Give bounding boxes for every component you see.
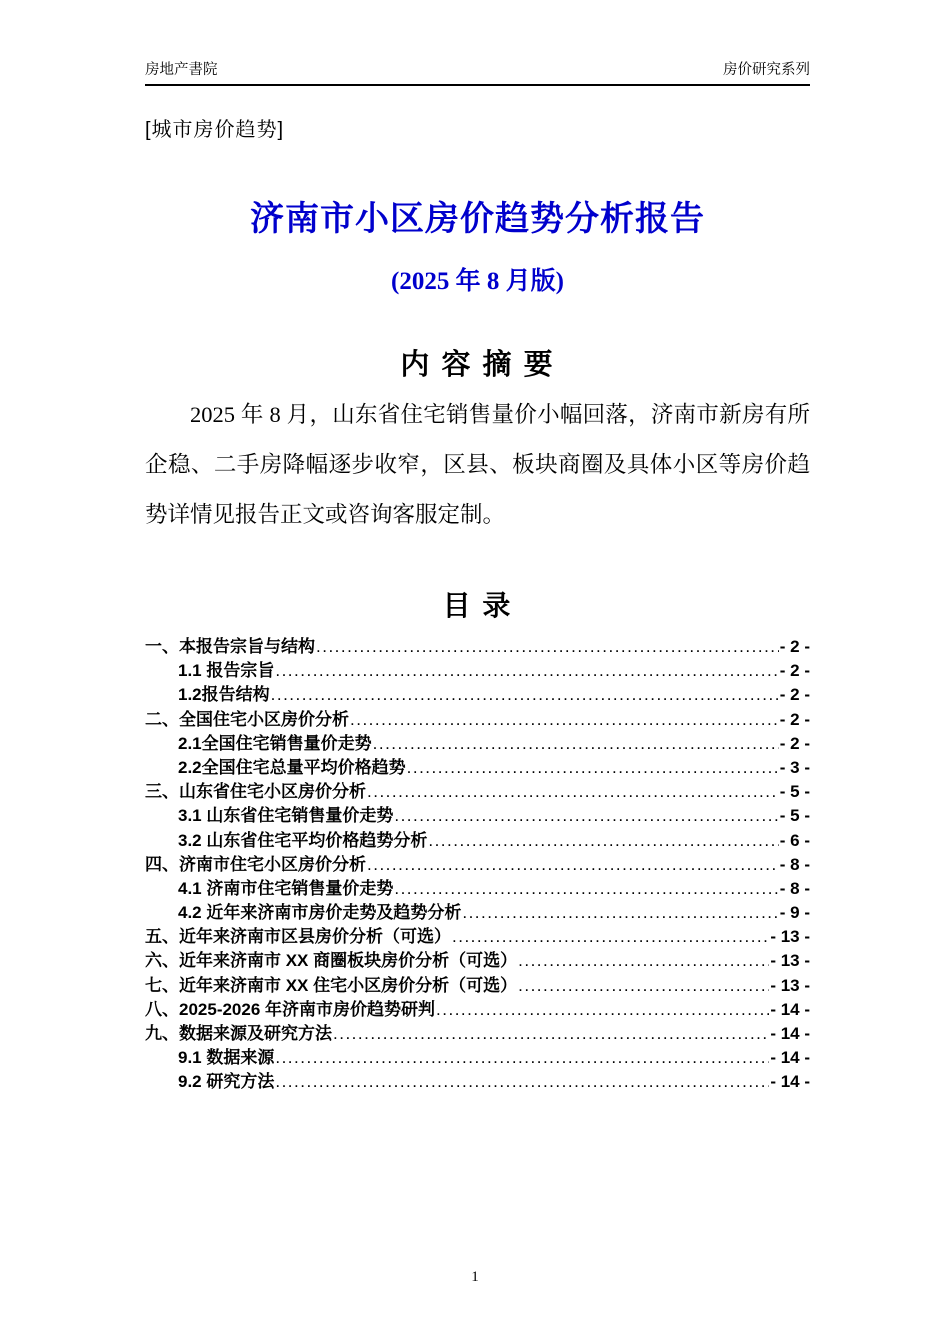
toc-entry-label: 二、全国住宅小区房价分析	[145, 709, 349, 729]
toc-dots-leader	[518, 974, 769, 998]
toc-dots-leader	[428, 829, 778, 853]
toc-page-number: - 8 -	[779, 878, 810, 898]
toc-dots-leader	[350, 708, 779, 732]
toc-dots-leader	[407, 756, 779, 780]
toc-dots-leader	[452, 925, 769, 949]
toc-heading: 目 录	[442, 590, 513, 621]
toc-dots-leader	[275, 659, 778, 683]
toc-dots-leader	[394, 877, 778, 901]
report-subtitle: (2025 年 8 月版)	[391, 268, 564, 295]
toc-entry-label: 九、数据来源及研究方法	[145, 1024, 332, 1043]
toc-entry[interactable]	[145, 659, 810, 683]
toc-entry-label: 9.2 研究方法	[178, 1072, 275, 1092]
toc-dots-leader	[462, 901, 778, 925]
toc-page-number: - 14 -	[770, 1072, 810, 1092]
toc-dots-leader	[367, 853, 779, 877]
toc-entry-label: 1.2报告结构	[178, 685, 270, 705]
toc-entry[interactable]	[145, 853, 810, 877]
toc-page-number: - 14 -	[770, 1048, 810, 1068]
toc-entry-label: 3.2 山东省住宅平均价格趋势分析	[178, 830, 428, 850]
toc-entry[interactable]	[145, 780, 810, 804]
toc-entry[interactable]	[145, 829, 810, 853]
toc-page-number: - 13 -	[770, 951, 810, 971]
toc-entry-label: 三、山东省住宅小区房价分析	[145, 782, 366, 802]
toc-entry-label: 3.1 山东省住宅销售量价走势	[178, 806, 394, 826]
toc-page-number: - 14 -	[770, 1024, 810, 1043]
report-title: 济南市小区房价趋势分析报告	[250, 201, 705, 238]
page-header	[145, 58, 810, 86]
toc-page-number: - 13 -	[770, 927, 810, 947]
toc-page-number: - 2 -	[779, 709, 810, 729]
toc-page-number: - 13 -	[770, 975, 810, 995]
toc-entry[interactable]	[145, 998, 810, 1022]
toc-page-number: - 5 -	[779, 806, 810, 826]
toc-page-number: - 14 -	[770, 999, 810, 1019]
toc-page-number: - 2 -	[779, 637, 810, 656]
toc-entry[interactable]	[145, 877, 810, 901]
toc-entry-label: 4.1 济南市住宅销售量价走势	[178, 878, 394, 898]
toc-entry[interactable]	[145, 925, 810, 949]
toc-entry-label: 四、济南市住宅小区房价分析	[145, 854, 366, 874]
toc-dots-leader	[275, 1070, 769, 1094]
table-of-contents	[145, 635, 810, 1095]
toc-entry[interactable]	[145, 756, 810, 780]
toc-entry-label: 2.1全国住宅销售量价走势	[178, 733, 372, 753]
toc-entry[interactable]	[145, 1070, 810, 1094]
toc-dots-leader	[271, 683, 779, 707]
toc-entry[interactable]	[145, 804, 810, 828]
toc-dots-leader	[518, 949, 769, 973]
toc-page-number: - 6 -	[779, 830, 810, 850]
toc-entry[interactable]	[145, 974, 810, 998]
toc-entry-label: 4.2 近年来济南市房价走势及趋势分析	[178, 903, 462, 923]
toc-entry-label: 五、近年来济南市区县房价分析（可选）	[145, 927, 451, 947]
header-right-text: 房价研究系列	[723, 62, 810, 78]
toc-page-number: - 2 -	[779, 661, 810, 681]
toc-entry[interactable]	[145, 1046, 810, 1070]
toc-page-number: - 5 -	[779, 782, 810, 802]
toc-entry[interactable]	[145, 949, 810, 973]
toc-dots-leader	[316, 635, 779, 659]
toc-page-number: - 2 -	[779, 733, 810, 753]
toc-dots-leader	[394, 804, 778, 828]
toc-page-number: - 2 -	[779, 685, 810, 705]
toc-dots-leader	[367, 780, 779, 804]
toc-entry[interactable]	[145, 732, 810, 756]
header-left-text: 房地产書院	[145, 62, 218, 78]
series-tag: [城市房价趋势]	[145, 119, 285, 141]
toc-entry[interactable]	[145, 635, 810, 659]
toc-entry-label: 9.1 数据来源	[178, 1048, 275, 1068]
summary-heading: 内 容 摘 要	[400, 349, 555, 381]
toc-entry[interactable]	[145, 708, 810, 732]
toc-page-number: - 8 -	[779, 854, 810, 874]
toc-entry-label: 八、2025-2026 年济南市房价趋势研判	[145, 999, 436, 1019]
toc-entry-label: 一、本报告宗旨与结构	[145, 637, 315, 656]
toc-entry-label: 六、近年来济南市 XX 商圈板块房价分析（可选）	[145, 951, 518, 971]
footer-page-number: 1	[471, 1269, 479, 1285]
toc-entry[interactable]	[145, 901, 810, 925]
toc-dots-leader	[333, 1022, 769, 1046]
summary-paragraph: 2025 年 8 月，山东省住宅销售量价小幅回落，济南市新房有所企稳、二手房降幅逐步收窄，区县、板块商圈及具体小区等房价趋势详情见报告正文或咨询客服定制。	[145, 402, 810, 527]
toc-entry-label: 2.2全国住宅总量平均价格趋势	[178, 757, 406, 777]
toc-entry-label: 七、近年来济南市 XX 住宅小区房价分析（可选）	[145, 975, 518, 995]
toc-entry-label: 1.1 报告宗旨	[178, 661, 275, 681]
toc-dots-leader	[373, 732, 779, 756]
toc-page-number: - 3 -	[779, 757, 810, 777]
toc-page-number: - 9 -	[779, 903, 810, 923]
toc-entry[interactable]	[145, 683, 810, 707]
toc-entry[interactable]	[145, 1022, 810, 1046]
toc-dots-leader	[275, 1046, 769, 1070]
toc-dots-leader	[436, 998, 769, 1022]
